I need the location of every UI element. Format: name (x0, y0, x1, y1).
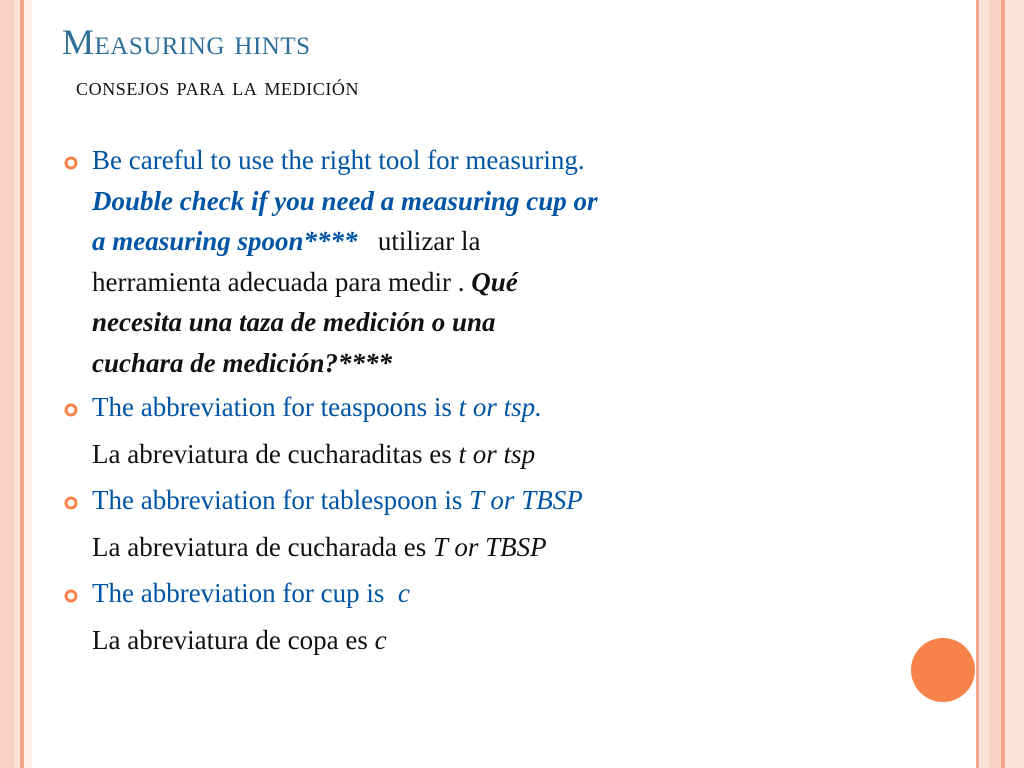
left-edge-decoration (0, 0, 36, 768)
bullet-1-line-5: necesita una taza de medición o una (92, 307, 496, 337)
bullet-1-line-3: a measuring spoon**** utilizar la (92, 226, 481, 256)
cup-translation: La abreviatura de copa es c (92, 624, 387, 655)
right-edge-decoration (976, 0, 1024, 768)
tablespoon-abbreviation: The abbreviation for tablespoon is T or TBSP (92, 485, 583, 515)
orange-dot-icon (911, 638, 975, 702)
tablespoon-translation: La abreviatura de cucharada es T or TBSP (92, 531, 547, 562)
orange-ring-bullet-icon (64, 589, 78, 603)
orange-ring-bullet-icon (64, 496, 78, 510)
slide-title: Measuring hints (62, 22, 311, 62)
teaspoon-translation: La abreviatura de cucharaditas es t or tsp (92, 438, 536, 469)
bullet-item-tools (64, 140, 944, 383)
bullet-list (64, 140, 944, 660)
cup-abbreviation: The abbreviation for cup is c (92, 578, 410, 608)
bullet-1-line-2: Double check if you need a measuring cup or (92, 185, 598, 216)
bullet-1-line-6: cuchara de medición?**** (92, 347, 392, 378)
teaspoon-abbreviation: The abbreviation for teaspoons is t or tsp. (92, 392, 542, 422)
bullet-item-cup (64, 573, 944, 614)
bullet-1-line-1: Be careful to use the right tool for measuring. (92, 145, 585, 175)
slide-subtitle: consejos para la medición (76, 74, 360, 101)
bullet-item-tablespoon (64, 480, 944, 521)
orange-ring-bullet-icon (64, 403, 78, 417)
bullet-1-line-4: herramienta adecuada para medir . Qué (92, 266, 518, 297)
orange-ring-bullet-icon (64, 156, 78, 170)
bullet-item-teaspoon (64, 387, 944, 428)
